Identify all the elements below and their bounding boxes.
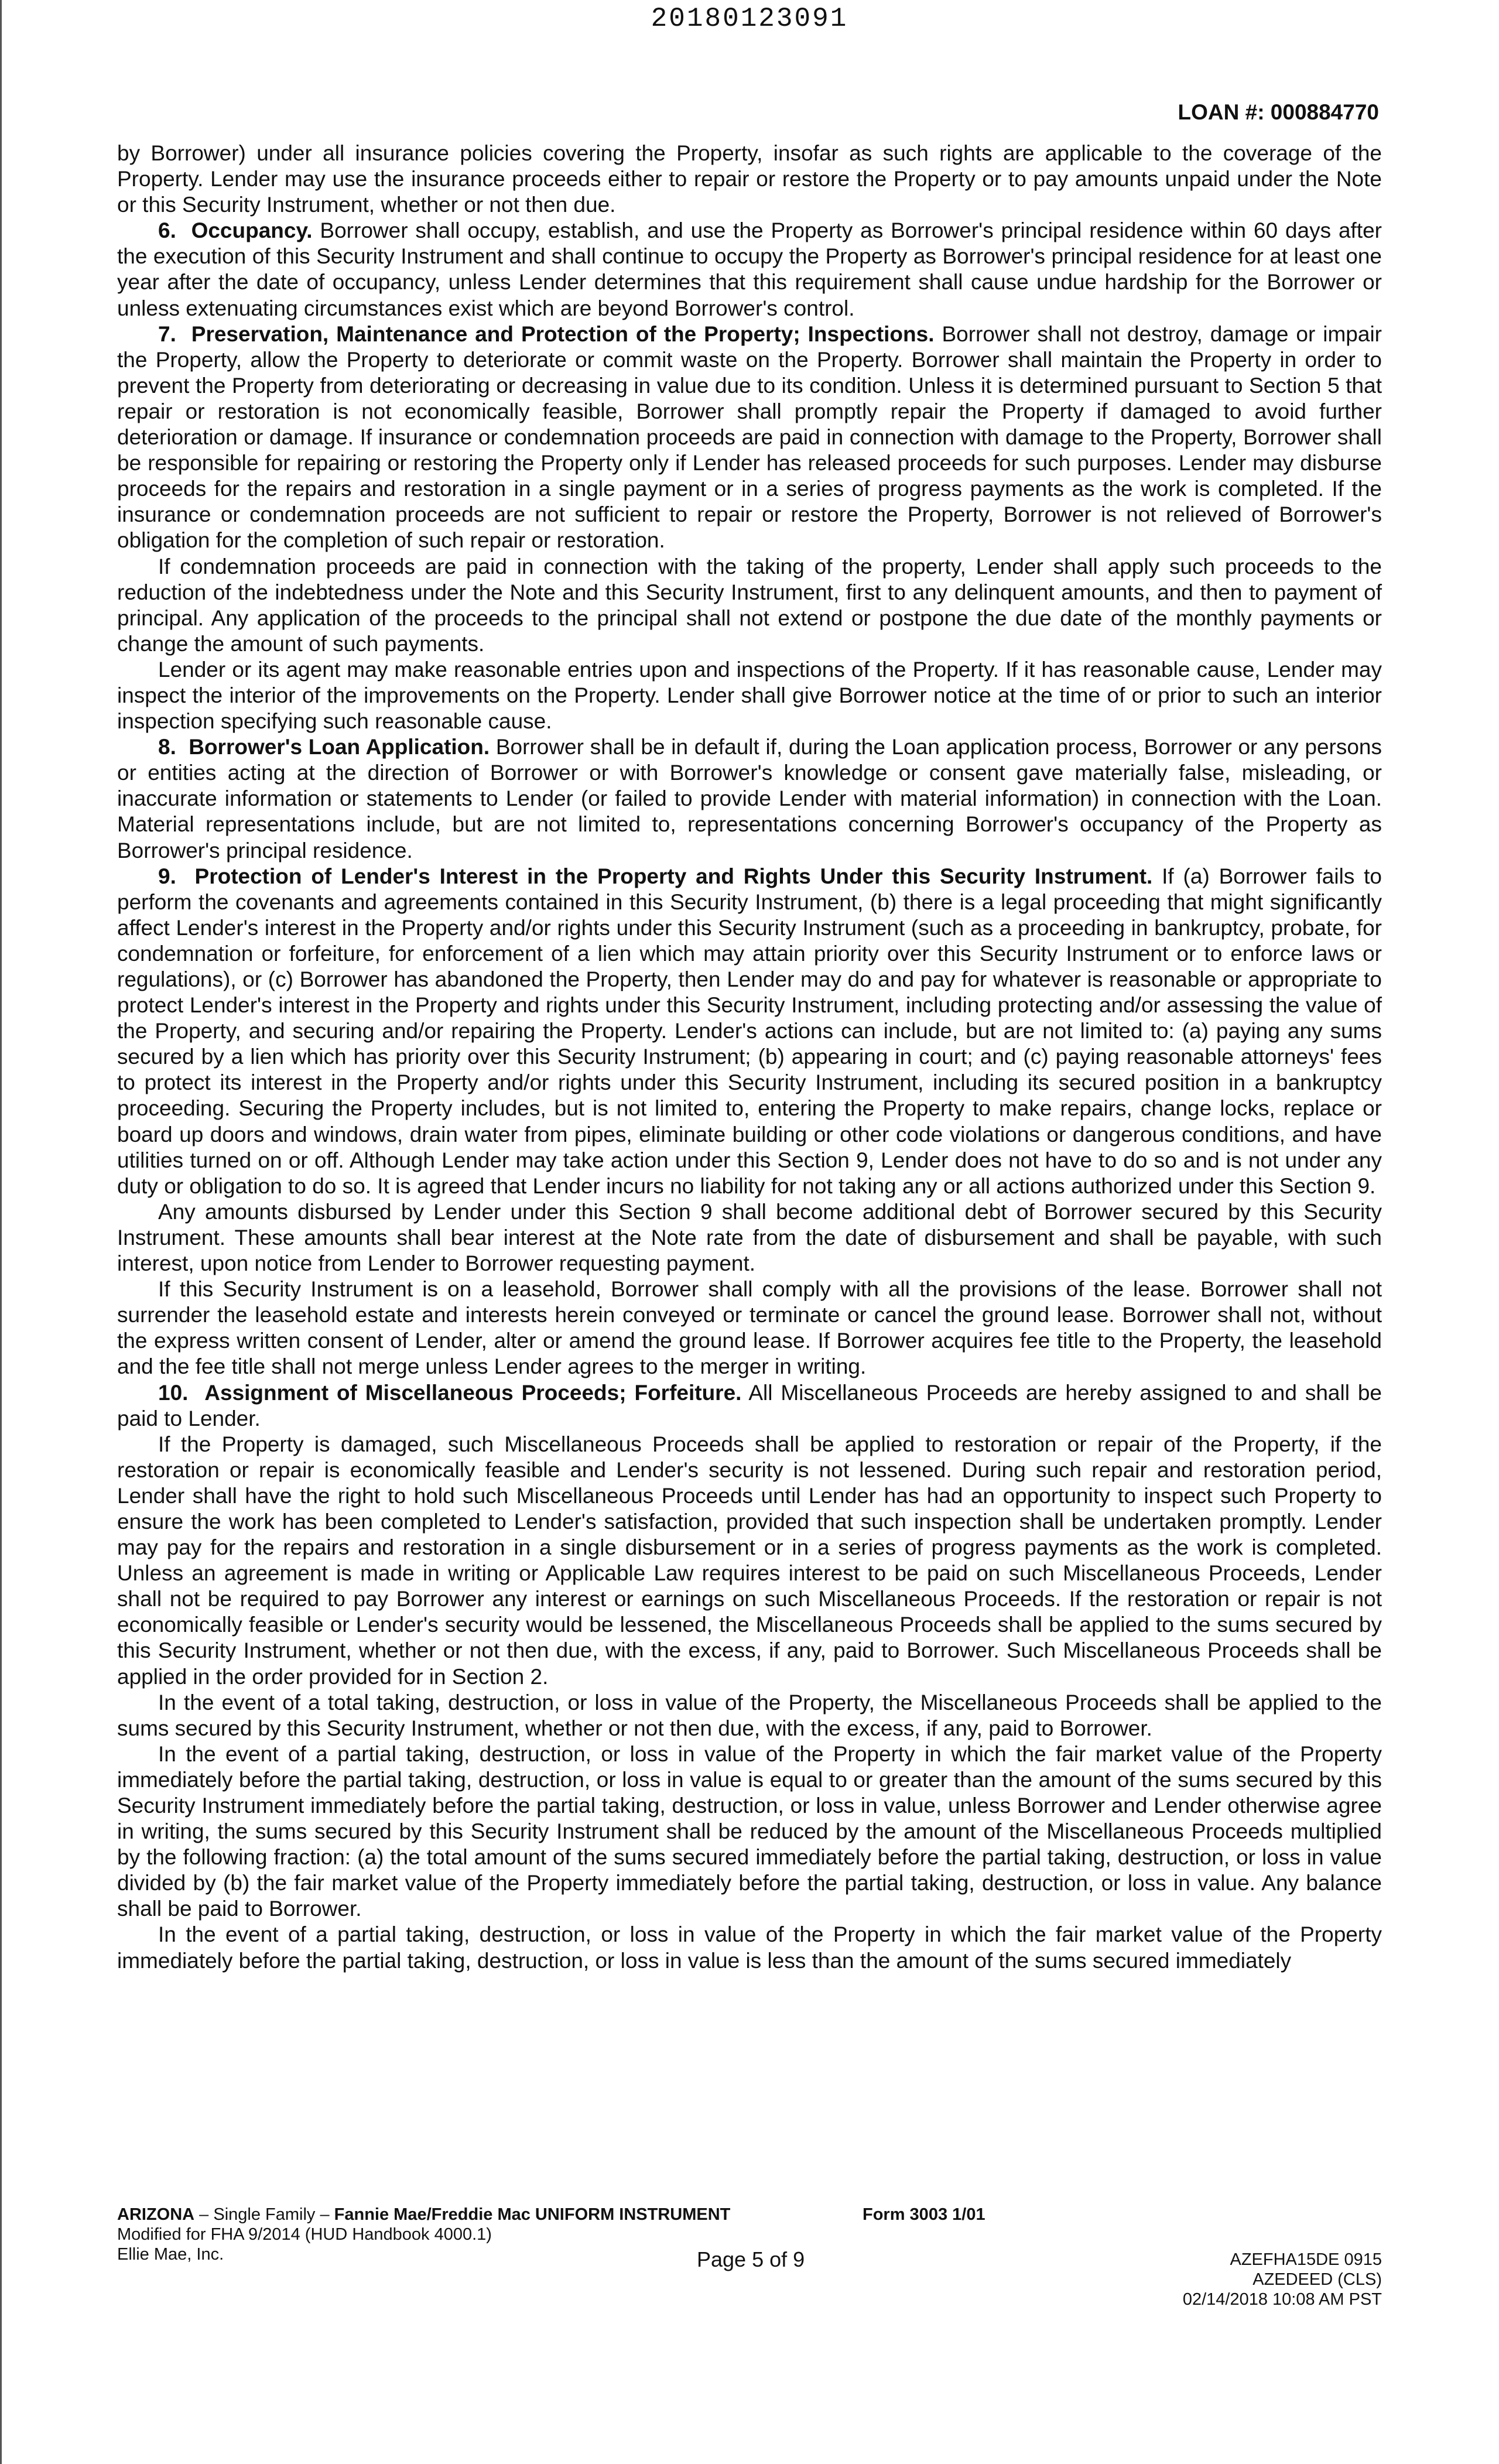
section-9 <box>117 864 1382 1199</box>
section-7-text: Borrower shall not destroy, damage or impair the Property, allow the Property to deteriorate or commit waste on the Property. Borrower shall maintain the Property in order to prevent the Property from deteriorating or decreasing in value due to its condition. Unless it is determined pursuant to Section 5 that repair or restoration is not economically feasible, Borrower shall promptly repair the Property if damaged to avoid further deterioration or damage. If insurance or condemnation proceeds are paid in connection with damage to the Property, Borrower shall be responsible for repairing or restoring the Property only if Lender has released proceeds for such purposes. Lender may disburse proceeds for the repairs and restoration in a single payment or in a series of progress payments as the work is completed. If the insurance or condemnation proceeds are not sufficient to repair or restore the Property, Borrower is not relieved of Borrower's obligation for the completion of such repair or restoration. <box>117 321 1382 553</box>
section-8 <box>117 734 1382 863</box>
section-9-number: 9. <box>158 864 176 888</box>
section-7-paragraph-2: If condemnation proceeds are paid in connection with the taking of the property, Lender shall apply such proceeds to the reduction of the indebtedness under the Note and this Security Instrument, first to any delinquent amounts, and then to payment of principal. Any application of the proceeds to the principal shall not extend or postpone the due date of the monthly payments or change the amount of such payments. <box>117 554 1382 656</box>
page-left-edge <box>0 0 2 2464</box>
section-7-title: Preservation, Maintenance and Protection of the Property; Inspections. <box>191 321 935 346</box>
footer-instrument-type: – Single Family – <box>194 2205 334 2224</box>
section-8-text: Borrower shall be in default if, during the Loan application process, Borrower or any persons or entities acting at the direction of Borrower or with Borrower's knowledge or consent gave materially false, misleading, or inaccurate information or statements to Lender (or failed to provide Lender with material information) in connection with the Loan. Material representations include, but are not limited to, representations concerning Borrower's occupancy of the Property as Borrower's principal residence. <box>117 735 1382 863</box>
section-6-number: 6. <box>158 218 176 243</box>
footer-vendor: Ellie Mae, Inc. <box>117 2245 224 2264</box>
section-9-text: If (a) Borrower fails to perform the covenants and agreements contained in this Security Instrument, (b) there is a legal proceeding that might significantly affect Lender's interest in the Property and/or rights under this Security Instrument (such as a proceeding in bankruptcy, probate, for condemnation or forfeiture, for enforcement of a lien which may attain priority over this Security Instrument or to enforce laws or regulations), or (c) Borrower has abandoned the Property, then Lender may do and pay for whatever is reasonable or appropriate to protect Lender's interest in the Property and rights under this Security Instrument, including protecting and/or assessing the value of the Property, and securing and/or repairing the Property. Lender's actions can include, but are not limited to: (a) paying any sums secured by a lien which has priority over this Security Instrument; (b) appearing in court; and (c) paying reasonable attorneys' fees to protect its interest in the Property and/or rights under this Security Instrument, including its secured position in a bankruptcy proceeding. Securing the Property includes, but is not limited to, entering the Property to make repairs, change locks, replace or board up doors and windows, drain water from pipes, eliminate building or other code violations or dangerous conditions, and have utilities turned on or off. Although Lender may take action under this Section 9, Lender does not have to do so and is not under any duty or obligation to do so. It is agreed that Lender incurs no liability for not taking any or all actions authorized under this Section 9. <box>117 864 1382 1198</box>
paragraph-continuation: by Borrower) under all insurance policies covering the Property, insofar as such rights are applicable to the coverage of the Property. Lender may use the insurance proceeds either to repair or restore the Property or to pay amounts unpaid under the Note or this Security Instrument, whether or not then due. <box>117 141 1382 217</box>
section-9-paragraph-3: If this Security Instrument is on a leasehold, Borrower shall comply with all the provisions of the lease. Borrower shall not surrender the leasehold estate and interests herein conveyed or terminate or cancel the ground lease. Borrower shall not, without the express written consent of Lender, alter or amend the ground lease. If Borrower acquires fee title to the Property, the leasehold and the fee title shall not merge unless Lender agrees to the merger in writing. <box>117 1277 1382 1379</box>
section-7-paragraph-3: Lender or its agent may make reasonable entries upon and inspections of the Property. If it has reasonable cause, Lender may inspect the interior of the improvements on the Property. Lender shall give Borrower notice at the time of or prior to such an interior inspection specifying such reasonable cause. <box>117 657 1382 734</box>
loan-number: LOAN #: 000884770 <box>1178 100 1379 124</box>
section-10-paragraph-5: In the event of a partial taking, destruction, or loss in value of the Property in which the fair market value of the Property immediately before the partial taking, destruction, or loss in value is less than the amount of the sums secured immediately <box>117 1922 1382 1973</box>
section-10 <box>117 1380 1382 1432</box>
section-8-title: Borrower's Loan Application. <box>189 735 490 759</box>
section-10-number: 10. <box>158 1380 189 1405</box>
footer-instrument-line <box>117 2205 878 2225</box>
section-7 <box>117 321 1382 554</box>
section-6-title: Occupancy. <box>191 218 313 243</box>
section-8-number: 8. <box>158 735 176 759</box>
footer-codes <box>1183 2250 1382 2309</box>
section-10-paragraph-4: In the event of a partial taking, destruction, or loss in value of the Property in which the fair market value of the Property immediately before the partial taking, destruction, or loss in value is equal to or greater than the amount of the sums secured by this Security Instrument immediately before the partial taking, destruction, or loss in value, unless Borrower and Lender otherwise agree in writing, the sums secured by this Security Instrument shall be reduced by the amount of the Miscellaneous Proceeds multiplied by the following fraction: (a) the total amount of the sums secured immediately before the partial taking, destruction, or loss in value divided by (b) the fair market value of the Property immediately before the partial taking, destruction, or loss in value. Any balance shall be paid to Borrower. <box>117 1741 1382 1921</box>
document-number: 20180123091 <box>651 4 848 34</box>
footer-instrument-name: Fannie Mae/Freddie Mac UNIFORM INSTRUMENT <box>334 2205 731 2224</box>
section-9-title: Protection of Lender's Interest in the Property and Rights Under this Security Instrument. <box>194 864 1153 888</box>
section-10-paragraph-3: In the event of a total taking, destruction, or loss in value of the Property, the Miscellaneous Proceeds shall be applied to the sums secured by this Security Instrument, whether or not then due, with the excess, if any, paid to Borrower. <box>117 1690 1382 1740</box>
document-body <box>117 141 1382 1974</box>
section-7-number: 7. <box>158 321 176 346</box>
footer-code-1: AZEFHA15DE 0915 <box>1230 2250 1382 2269</box>
footer-state: ARIZONA <box>117 2205 195 2224</box>
section-9-paragraph-2: Any amounts disbursed by Lender under this Section 9 shall become additional debt of Borrower secured by this Security Instrument. These amounts shall bear interest at the Note rate from the date of disbursement and shall be payable, with such interest, upon notice from Lender to Borrower requesting payment. <box>117 1199 1382 1276</box>
footer-timestamp: 02/14/2018 10:08 AM PST <box>1182 2290 1382 2309</box>
footer-modified: Modified for FHA 9/2014 (HUD Handbook 4000.1) <box>117 2225 492 2244</box>
footer-form-number: Form 3003 1/01 <box>863 2205 985 2224</box>
footer-code-2: AZEDEED (CLS) <box>1252 2270 1382 2289</box>
section-6-text: Borrower shall occupy, establish, and use the Property as Borrower's principal residence within 60 days after the execution of this Security Instrument and shall continue to occupy the Property as Borrower's principal residence for at least one year after the date of occupancy, unless Lender determines that this requirement shall cause undue hardship for the Borrower or unless extenuating circumstances exist which are beyond Borrower's control. <box>117 218 1382 320</box>
section-10-paragraph-2: If the Property is damaged, such Miscellaneous Proceeds shall be applied to restoration or repair of the Property, if the restoration or repair is economically feasible and Lender's security is not lessened. During such repair and restoration period, Lender shall have the right to hold such Miscellaneous Proceeds until Lender has had an opportunity to inspect such Property to ensure the work has been completed to Lender's satisfaction, provided that such inspection shall be undertaken promptly. Lender may pay for the repairs and restoration in a single disbursement or in a series of progress payments as the work is completed. Unless an agreement is made in writing or Applicable Law requires interest to be paid on such Miscellaneous Proceeds, Lender shall not be required to pay Borrower any interest or earnings on such Miscellaneous Proceeds. If the restoration or repair is not economically feasible or Lender's security would be lessened, the Miscellaneous Proceeds shall be applied to the sums secured by this Security Instrument, whether or not then due, with the excess, if any, paid to Borrower. Such Miscellaneous Proceeds shall be applied in the order provided for in Section 2. <box>117 1432 1382 1689</box>
page-number: Page 5 of 9 <box>697 2247 805 2271</box>
section-6 <box>117 218 1382 321</box>
section-10-text: All Miscellaneous Proceeds are hereby assigned to and shall be paid to Lender. <box>117 1380 1382 1431</box>
section-10-title: Assignment of Miscellaneous Proceeds; Forfeiture. <box>204 1380 742 1405</box>
